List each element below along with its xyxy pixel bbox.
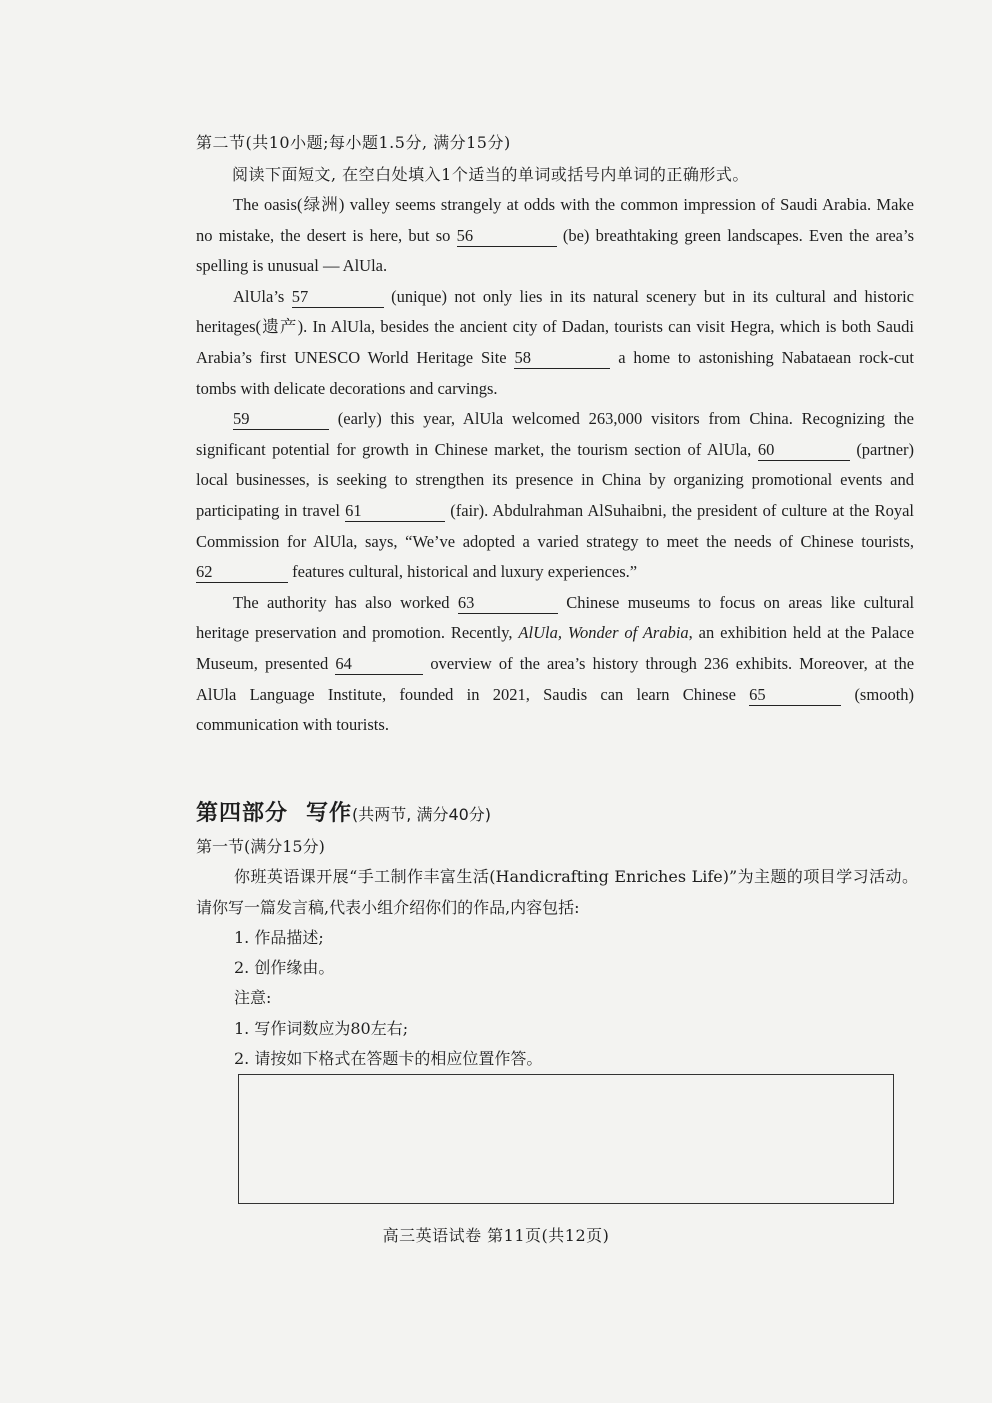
p3-text-c: (fair). Abdulrahman AlSuhaibni, the president of culture at the Royal Commission for AlUla, says, “We’ve adopted a varied strategy to meet the needs of Chinese tourists, (196, 500, 915, 551)
p2-text-a: AlUla’s (233, 286, 285, 306)
blank-57: 57 (292, 287, 384, 308)
blank-61: 61 (345, 501, 445, 522)
paragraph-1 (196, 190, 914, 282)
notes-label: 注意: (234, 988, 272, 1008)
page-footer: 高三英语试卷 第11页(共12页) (382, 1226, 610, 1245)
p1-text-b: (be) breathtaking green landscapes. Even the area’s spelling is unusual — AlUla. (196, 225, 915, 276)
part-4-subtitle: (共两节, 满分40分) (352, 805, 492, 824)
answer-box (238, 1074, 894, 1204)
p4-text-d: overview of the area’s history through 236 exhibits. Moreover, at the AlUla Language Institute, founded in 2021, Saudis can learn Chinese (196, 653, 915, 704)
content-item-2: 2. 创作缘由。 (234, 958, 335, 978)
paragraph-3 (196, 404, 914, 588)
section-2-instruction: 阅读下面短文, 在空白处填入1个适当的单词或括号内单词的正确形式。 (232, 165, 749, 184)
content-item-1: 1. 作品描述; (234, 927, 324, 947)
task-description: 你班英语课开展“手工制作丰富生活(Handicrafting Enriches Life)”为主题的项目学习活动。请你写一篇发言稿,代表小组介绍你们的作品,内容包括: (196, 867, 918, 917)
note-1: 1. 写作词数应为80左右; (234, 1018, 409, 1038)
blank-58: 58 (514, 348, 610, 369)
p4-text-a: The authority has also worked (233, 592, 450, 612)
paragraph-4 (196, 588, 914, 741)
p1-text-a: The oasis(绿洲) valley seems strangely at odds with the common impression of Saudi Arabia. Make no mistake, the desert is here, but so (196, 195, 914, 245)
p4-text-c: , an exhibition held at the Palace Museum, presented (196, 623, 915, 673)
blank-63: 63 (458, 593, 558, 614)
blank-62: 62 (196, 562, 288, 583)
p4-text-e: (smooth) communication with tourists. (196, 684, 915, 735)
p4-text-b: Chinese museums to focus on areas like cultural heritage preservation and promotion. Recently, (196, 592, 915, 643)
writing-label: 写作 (306, 801, 353, 826)
part-4-title (196, 796, 491, 827)
blank-64: 64 (335, 654, 423, 675)
note-2: 2. 请按如下格式在答题卡的相应位置作答。 (234, 1049, 543, 1069)
part-4-label: 第四部分 (196, 801, 289, 826)
blank-65: 65 (749, 685, 841, 706)
p3-text-d: features cultural, historical and luxury experiences.” (292, 562, 638, 582)
section-1-header: 第一节(满分15分) (196, 837, 325, 856)
cloze-passage (196, 190, 914, 741)
p2-text-b: (unique) not only lies in its natural scenery but in its cultural and historic heritages(遗产). In AlUla, besides the ancient city of Dadan, tourists can visit Hegra, which is both Saudi Arabia’s first UNESCO World Heritage Site (196, 286, 914, 367)
blank-56: 56 (457, 226, 557, 247)
p3-text-a: (early) this year, AlUla welcomed 263,000 visitors from China. Recognizing the significant potential for growth in Chinese market, the tourism section of AlUla, (196, 409, 914, 459)
blank-60: 60 (758, 440, 850, 461)
paragraph-2 (196, 282, 914, 404)
exhibition-title: AlUla, Wonder of Arabia (518, 623, 689, 643)
section-2-header: 第二节(共10小题;每小题1.5分, 满分15分) (196, 133, 511, 152)
writing-task (196, 832, 918, 1074)
p2-text-c: a home to astonishing Nabataean rock-cut tombs with delicate decorations and carvings. (196, 347, 914, 398)
p3-text-b: (partner) local businesses, is seeking to strengthen its presence in China by organizing promotional events and participating in travel (196, 439, 915, 520)
blank-59: 59 (233, 409, 329, 430)
